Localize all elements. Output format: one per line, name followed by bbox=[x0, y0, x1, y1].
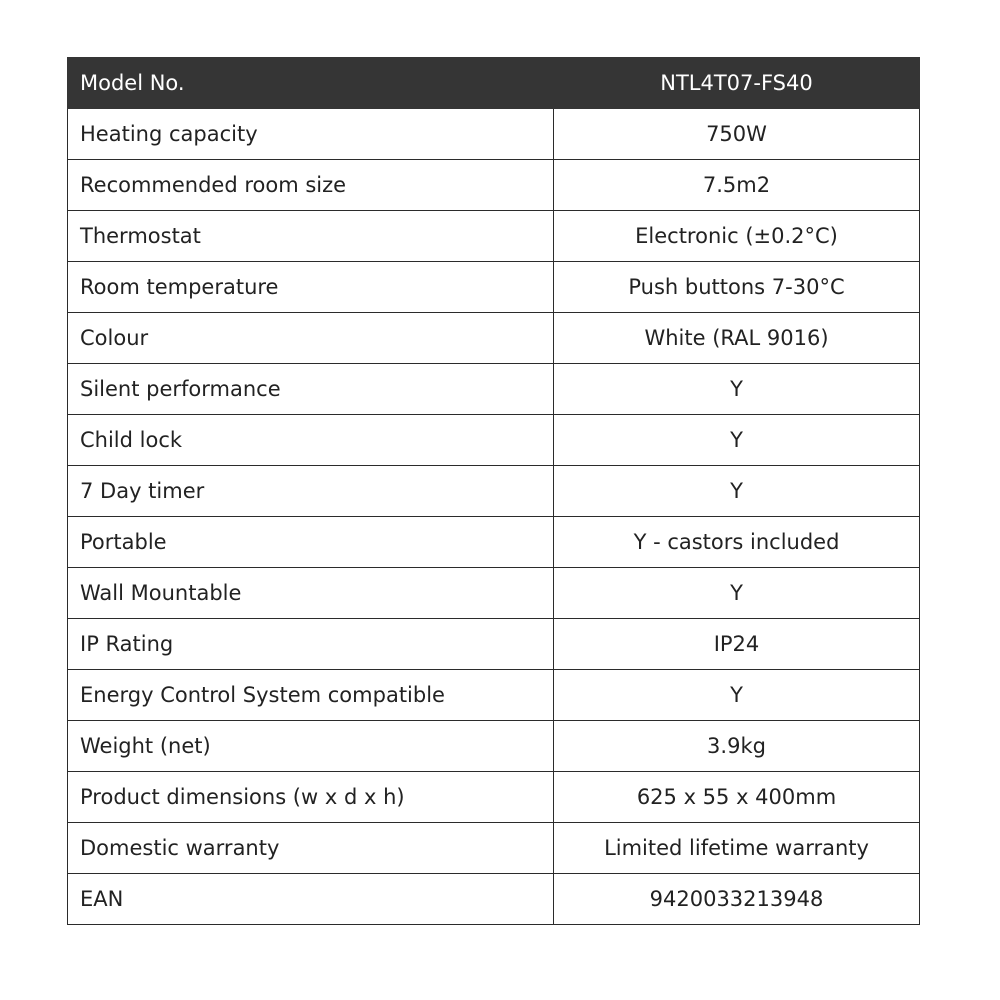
row-label: Room temperature bbox=[68, 262, 554, 313]
table-row bbox=[68, 721, 920, 772]
table-header-row bbox=[68, 58, 920, 109]
table-row bbox=[68, 160, 920, 211]
table-row bbox=[68, 619, 920, 670]
row-label: Weight (net) bbox=[68, 721, 554, 772]
row-value: Push buttons 7-30°C bbox=[554, 262, 920, 313]
row-value: Y bbox=[554, 670, 920, 721]
table-row bbox=[68, 874, 920, 925]
row-value: 7.5m2 bbox=[554, 160, 920, 211]
row-label: EAN bbox=[68, 874, 554, 925]
spec-table bbox=[67, 57, 920, 925]
row-value: Y bbox=[554, 364, 920, 415]
row-value: 625 x 55 x 400mm bbox=[554, 772, 920, 823]
row-label: Recommended room size bbox=[68, 160, 554, 211]
row-value: 750W bbox=[554, 109, 920, 160]
row-label: Domestic warranty bbox=[68, 823, 554, 874]
row-value: Y - castors included bbox=[554, 517, 920, 568]
row-label: Colour bbox=[68, 313, 554, 364]
row-label: IP Rating bbox=[68, 619, 554, 670]
table-row bbox=[68, 109, 920, 160]
table-row bbox=[68, 772, 920, 823]
row-value: 3.9kg bbox=[554, 721, 920, 772]
row-value: Y bbox=[554, 466, 920, 517]
row-label: Silent performance bbox=[68, 364, 554, 415]
row-value: Y bbox=[554, 568, 920, 619]
row-label: Portable bbox=[68, 517, 554, 568]
row-value: Limited lifetime warranty bbox=[554, 823, 920, 874]
row-value: IP24 bbox=[554, 619, 920, 670]
table-row bbox=[68, 517, 920, 568]
table-row bbox=[68, 466, 920, 517]
header-value: NTL4T07-FS40 bbox=[554, 58, 920, 109]
table-row bbox=[68, 262, 920, 313]
row-value: 9420033213948 bbox=[554, 874, 920, 925]
table-row bbox=[68, 568, 920, 619]
row-label: Product dimensions (w x d x h) bbox=[68, 772, 554, 823]
row-value: Y bbox=[554, 415, 920, 466]
row-label: 7 Day timer bbox=[68, 466, 554, 517]
table-row bbox=[68, 415, 920, 466]
row-value: Electronic (±0.2°C) bbox=[554, 211, 920, 262]
table-row bbox=[68, 211, 920, 262]
row-label: Thermostat bbox=[68, 211, 554, 262]
row-label: Heating capacity bbox=[68, 109, 554, 160]
row-value: White (RAL 9016) bbox=[554, 313, 920, 364]
row-label: Wall Mountable bbox=[68, 568, 554, 619]
header-label: Model No. bbox=[68, 58, 554, 109]
row-label: Energy Control System compatible bbox=[68, 670, 554, 721]
row-label: Child lock bbox=[68, 415, 554, 466]
table-row bbox=[68, 670, 920, 721]
table-row bbox=[68, 313, 920, 364]
table-row bbox=[68, 364, 920, 415]
table-row bbox=[68, 823, 920, 874]
